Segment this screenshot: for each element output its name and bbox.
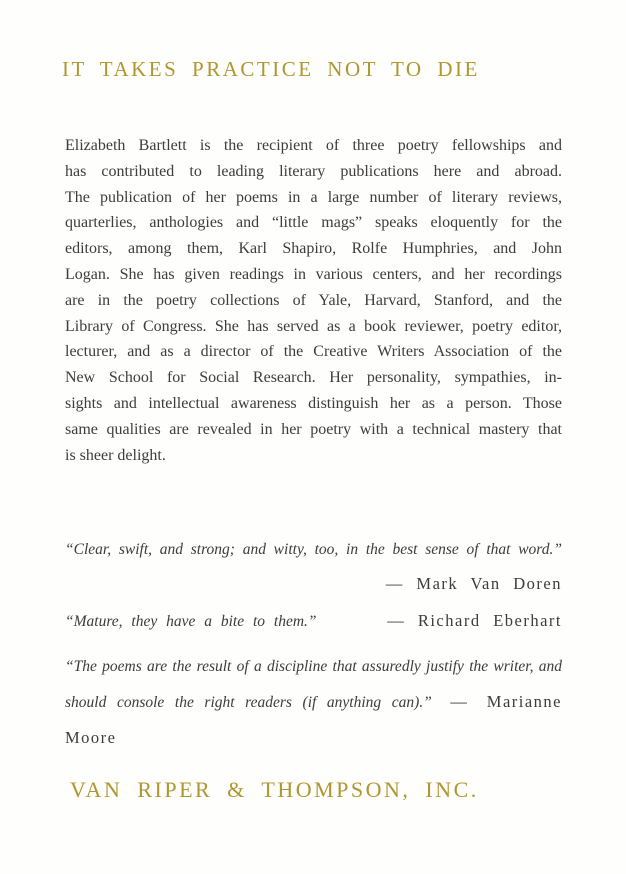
bio-line: same qualities are revealed in her poetry with a technical mastery that bbox=[65, 420, 562, 438]
bio-line: sights and intellectual awareness distinguish her as a person. Those bbox=[65, 394, 562, 412]
bio-line: lecturer, and as a director of the Creative Writers Association of the bbox=[65, 343, 562, 361]
book-title: IT TAKES PRACTICE NOT TO DIE bbox=[62, 57, 480, 81]
author-bio bbox=[65, 133, 562, 468]
quote-attribution-eberhart: — Richard Eberhart bbox=[387, 611, 562, 630]
bio-line: is sheer delight. bbox=[65, 446, 166, 464]
bio-line: New School for Social Research. Her personality, sympathies, in- bbox=[65, 369, 562, 387]
bio-line: are in the poetry collections of Yale, Harvard, Stanford, and the bbox=[65, 291, 562, 309]
bio-line: Library of Congress. She has served as a book reviewer, poetry editor, bbox=[65, 317, 562, 335]
bio-line: The publication of her poems in a large number of literary reviews, bbox=[65, 188, 562, 206]
review-quote-moore: “The poems are the result of a discipline that assuredly justify the writer, and should console the right readers (if anything can).” bbox=[65, 658, 562, 711]
bio-line: Elizabeth Bartlett is the recipient of three poetry fellowships and bbox=[65, 137, 562, 154]
review-quote-van-doren: “Clear, swift, and strong; and witty, too, in the best sense of that word.” bbox=[65, 541, 562, 558]
review-quote-row-moore bbox=[65, 649, 562, 756]
bio-line: editors, among them, Karl Shapiro, Rolfe Humphries, and John bbox=[65, 240, 562, 258]
bio-line: Logan. She has given readings in various centers, and her recordings bbox=[65, 265, 562, 283]
review-quote-row-eberhart bbox=[65, 611, 562, 631]
bio-line: quarterlies, anthologies and “little mags” speaks eloquently for the bbox=[65, 214, 562, 232]
quote-attribution-moore: — Marianne Moore bbox=[65, 692, 562, 747]
quote-attribution-van-doren: — Mark Van Doren bbox=[385, 574, 562, 593]
review-quote-eberhart: “Mature, they have a bite to them.” bbox=[65, 613, 317, 630]
bio-line: has contributed to leading literary publications here and abroad. bbox=[65, 162, 562, 180]
publisher-name: VAN RIPER & THOMPSON, INC. bbox=[70, 777, 479, 802]
